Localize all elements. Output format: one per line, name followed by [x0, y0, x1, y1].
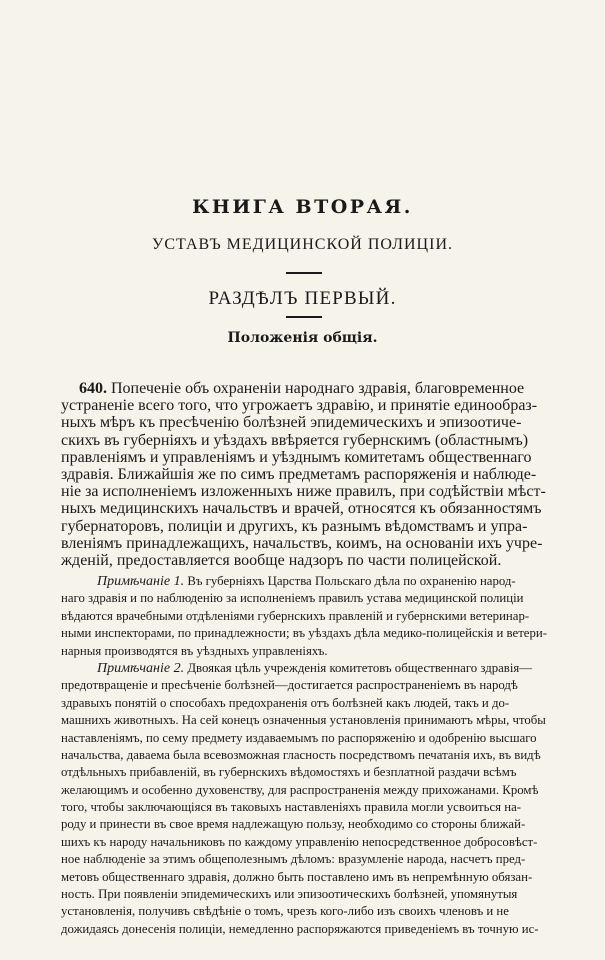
note-label: Примѣчаніе 2.: [97, 660, 185, 676]
article-line: ныхъ мѣръ къ пресѣченію болѣзней эпидемическихъ и эпизоотиче-: [61, 414, 522, 432]
note-line: отдѣльныхъ прибавленій, въ губернскихъ вѣдомостяхъ и безплатной раздачи всѣмъ: [61, 765, 517, 780]
subsection-title: Положенія общія.: [227, 330, 378, 346]
note-line: ными инспекторами, по принадлежности; въ уѣздахъ дѣла медико-полицейскія и ветери-: [61, 626, 547, 641]
note-line: наставленіямъ, по сему предмету издаваемымъ по распоряженію и одобренію высшаго: [61, 730, 537, 745]
section-title: РАЗДѢЛЪ ПЕРВЫЙ.: [208, 288, 397, 309]
note-line: ное наблюденіе за этимъ общеполезнымъ дѣломъ: вразумленіе народа, насчетъ пред-: [61, 852, 526, 867]
note-line: предотвращеніе и пресѣченіе болѣзней—достигается распространеніемъ въ народѣ: [61, 678, 518, 693]
note-line: дожидаясь донесенія полиціи, немедленно распоряжаются приведеніемъ въ точную ис-: [61, 921, 539, 936]
article-line: устраненіе всего того, что угрожаетъ здравію, и принятіе единообраз-: [61, 397, 538, 415]
note-line: желающимъ и особенно духовенству, для распространенія между прихожанами. Кромѣ: [61, 782, 539, 797]
article-640: [61, 380, 551, 569]
article-line: жденій, предоставляется вообще надзоръ по части полицейской.: [61, 551, 502, 569]
note-line: ность. При появленіи эпидемическихъ или эпизоотическихъ болѣзней, упомянутыя: [61, 887, 518, 902]
note-line: того, чтобы заключающіяся въ таковыхъ наставленіяхъ правила могли усвоиться на-: [61, 800, 522, 815]
note-line: здравыхъ понятій о способахъ предохраненія отъ болѣзней какъ людей, такъ и до-: [61, 695, 510, 710]
note-line: наго здравія и по наблюденію за исполненіемъ правилъ устава медицинской полиціи: [61, 591, 524, 606]
article-line: вленіямъ принадлежащихъ, начальствъ, коимъ, на основаніи ихъ учре-: [61, 534, 543, 552]
note-line: Примѣчаніе 2. Двоякая цѣль учрежденія комитетовъ общественнаго здравія—: [97, 660, 533, 676]
article-line: 640. Попеченіе объ охраненіи народнаго здравія, благовременное: [79, 380, 525, 397]
book-title: КНИГА ВТОРАЯ.: [192, 196, 413, 218]
article-line: ныхъ медицинскихъ начальствъ и врачей, относятся къ обязанностямъ: [61, 500, 542, 518]
article-line: губернаторовъ, полиціи и другихъ, къ разнымъ вѣдомствамъ и упра-: [61, 517, 528, 535]
article-line: здравія. Ближайшія же по симъ предметамъ распоряженія и наблюде-: [61, 465, 537, 483]
divider-rule: [286, 316, 322, 318]
article-line: скихъ въ губерніяхъ и уѣздахъ ввѣряется губернскимъ (областнымъ): [61, 431, 529, 449]
note-label: Примѣчаніе 1.: [97, 574, 185, 589]
notes: [61, 573, 552, 938]
note-line: машнихъ животныхъ. На сей конецъ означенныя установленія принимаютъ мѣры, чтобы: [61, 713, 546, 728]
note-line: метовъ общественнаго здравія, должно быть поставлено имъ въ непремѣнную обязан-: [61, 869, 533, 884]
divider-rule: [286, 272, 322, 274]
note-line: нарныя производятся въ уѣздныхъ управленіяхъ.: [61, 643, 328, 658]
note-line: шихъ къ народу начальниковъ по каждому управленію непосредственное добросовѣст-: [61, 834, 538, 849]
note-line: начальства, давaема была всевозможная гласность посредствомъ печатанія ихъ, въ видѣ: [61, 747, 541, 762]
article-line: ніе за исполненіемъ изложенныхъ ниже правилъ, при содѣйствіи мѣст-: [61, 483, 546, 501]
statute-subtitle: УСТАВЪ МЕДИЦИНСКОЙ ПОЛИЦІИ.: [152, 236, 453, 253]
note-line: роду и принести въ свое время надлежащую пользу, необходимо со стороны ближай-: [61, 817, 526, 832]
note-line: установленія, получивъ свѣдѣніе о томъ, чрезъ кого-либо изъ своихъ членовъ и не: [61, 904, 509, 919]
note-line: вѣдаются врачебными отдѣленіями губернскихъ правленій и губернскими ветеринар-: [61, 608, 530, 623]
article-number: 640.: [79, 380, 107, 397]
note-line: Примѣчаніе 1. Въ губерніяхъ Царства Польскаго дѣла по охраненію народ-: [97, 574, 516, 589]
article-line: правленіямъ и управленіямъ и уѣзднымъ комитетамъ общественнаго: [61, 448, 532, 466]
